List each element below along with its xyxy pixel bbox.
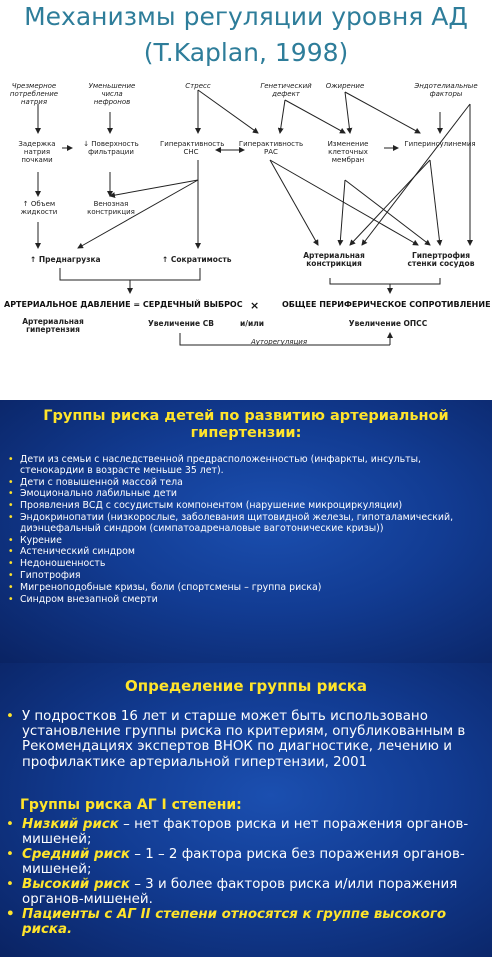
bottom-or: и/или — [240, 319, 264, 328]
risk-item-stage2 — [6, 907, 476, 937]
risk-groups-children-slide — [0, 400, 492, 663]
node-sns: Гиперактивность СНС — [160, 140, 225, 156]
node-membranes: Изменение клеточных мембран — [327, 140, 369, 164]
node-preload: ↑ Преднагрузка — [30, 255, 101, 264]
node-stress: Стресс — [185, 82, 211, 90]
diagram-arrows — [0, 0, 492, 370]
node-venous-constriction: Венозная констрикция — [87, 200, 135, 216]
slide-subtitle: (T.Kaplan, 1998) — [143, 38, 349, 67]
bullet-icon: • — [6, 847, 14, 862]
node-obesity: Ожирение — [325, 82, 365, 90]
risk-label: Высокий риск — [22, 877, 130, 892]
node-contractility: ↑ Сократимость — [162, 255, 232, 264]
final-text: Пациенты с АГ II степени относятся к группе высокого риска. — [22, 907, 447, 937]
paragraph-text: У подростков 16 лет и старше может быть использовано установление группы риска по критериям, опубликованным в Рекомендациях экспертов ВНОК по диагностике, лечению и профилактике артериальной гипертензии, 2001 — [22, 709, 466, 770]
risk-text: – 1 – 2 фактора риска без поражения органов-мишеней; — [22, 847, 465, 877]
risk-label: Низкий риск — [22, 817, 119, 832]
diagram-slide — [0, 0, 492, 370]
node-nephron-loss: Уменьшение числа нефронов — [88, 82, 136, 106]
node-arterial-constriction: Артериальная констрикция — [303, 251, 365, 268]
risk-item-high — [6, 877, 476, 907]
list-item: • Эндокринопатии (низкорослые, заболевания щитовидной железы, гипоталамический, диэнцефальный синдром (симпатоадреналовые ваготонические кризы)) — [8, 513, 478, 535]
node-hyperinsulinemia: Гиперинсулинемия — [404, 140, 476, 148]
list-item: • Недоношенность — [8, 559, 478, 570]
bullet-icon: • — [6, 817, 14, 832]
list-item: • Мигренoподобные кризы, боли (спортсмены – группа риска) — [8, 583, 478, 594]
list-item: • Курение — [8, 536, 478, 547]
list-item: • Синдром внезапной смерти — [8, 595, 478, 606]
bullet-icon: • — [6, 877, 14, 892]
slide-title: Определение группы риска — [124, 677, 368, 695]
node-ras: Гиперактивность РАС — [238, 140, 304, 156]
slide-title: Механизмы регуляции уровня АД — [24, 2, 468, 31]
risk-item-medium — [6, 847, 476, 877]
intro-paragraph — [6, 709, 492, 770]
autoregulation-label: Ауторегуляция — [250, 338, 308, 346]
equation-bp-co: АРТЕРИАЛЬНОЕ ДАВЛЕНИЕ = СЕРДЕЧНЫЙ ВЫБРОС — [4, 300, 243, 309]
list-item: • Гипотрофия — [8, 571, 478, 582]
node-sodium-intake: Чрезмерное потребление натрия — [9, 82, 59, 106]
bottom-co-increase: Увеличение СВ — [148, 319, 214, 328]
list-item: • Астенический синдром — [8, 547, 478, 558]
bottom-hypertension: Артериальная гипертензия — [22, 317, 84, 334]
risk-item-low — [6, 817, 476, 847]
list-item: • Проявления ВСД с сосудистым компонентом (нарушение микроциркуляции) — [8, 501, 478, 512]
node-wall-hypertrophy: Гипертрофия стенки сосудов — [407, 251, 475, 268]
node-endothelial: Эндотелиальные факторы — [414, 82, 478, 98]
risk-label: Средний риск — [22, 847, 130, 862]
bullet-icon: • — [6, 709, 14, 724]
equation-tpr: ОБЩЕЕ ПЕРИФЕРИЧЕСКОЕ СОПРОТИВЛЕНИЕ — [282, 300, 491, 309]
bullet-icon: • — [6, 907, 15, 922]
list-item: • Дети с повышенной массой тела — [8, 478, 478, 489]
list-item: • Эмоционально лабильные дети — [8, 489, 478, 500]
risk-factors-list — [8, 455, 478, 606]
equation-times: × — [250, 299, 260, 312]
risk-definition-slide — [0, 663, 492, 957]
risk-levels-list — [6, 817, 476, 937]
node-filtration: ↓ Поверхность фильтрации — [83, 140, 139, 156]
node-genetic-defect: Генетический дефект — [260, 82, 312, 98]
section-subtitle: Группы риска АГ I степени: — [20, 797, 242, 813]
risk-text: – нет факторов риска и нет поражения органов-мишеней; — [22, 817, 469, 847]
bottom-tpr-increase: Увеличение ОПСС — [348, 319, 428, 328]
list-item: • Дети из семьи с наследственной предрасположенностью (инфаркты, инсульты, стенокардии в возрасте меньше 35 лет). — [8, 455, 478, 477]
risk-text: – 3 и более факторов риска и/или поражения органов-мишеней. — [22, 877, 458, 907]
node-sodium-retention: Задержка натрия почками — [18, 140, 56, 164]
slide-title: Группы риска детей по развитию артериальной гипертензии: — [43, 408, 449, 441]
node-fluid-volume: ↑ Объем жидкости — [20, 200, 58, 216]
